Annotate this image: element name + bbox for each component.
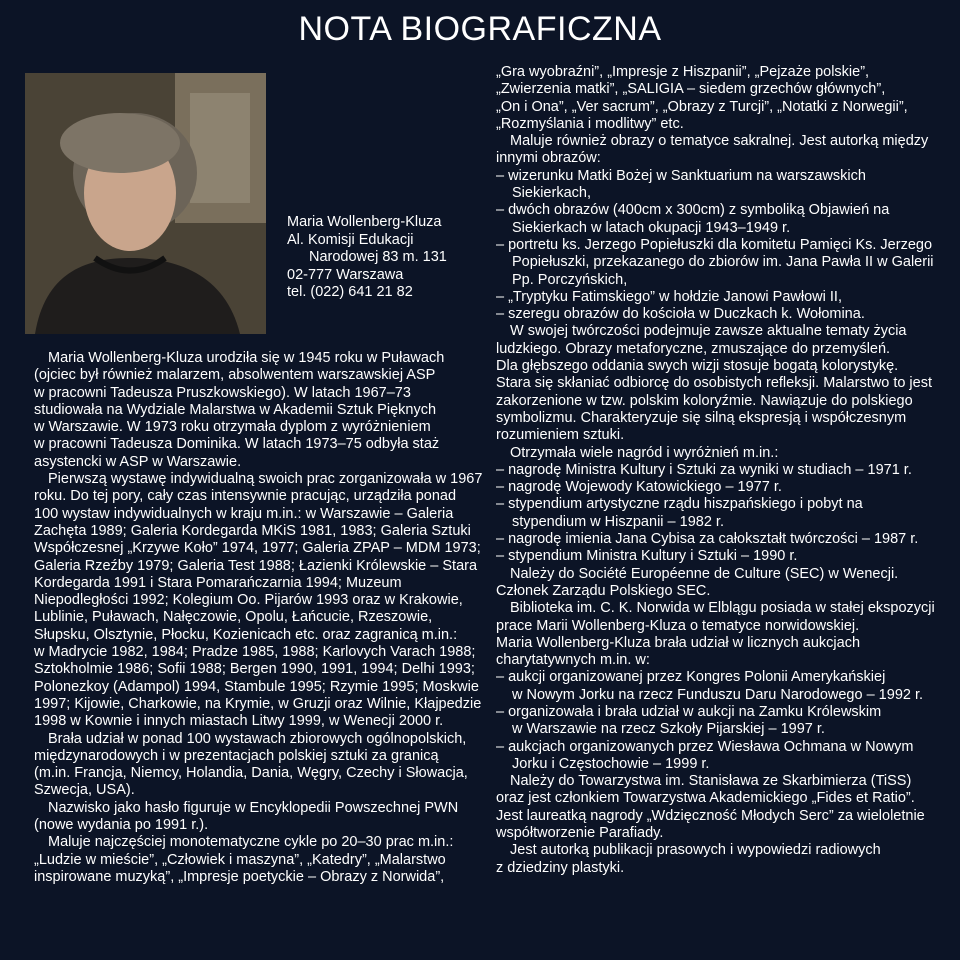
text-line: Sztokholmie 1986; Sofii 1988; Bergen 1990, 1991, 1994; Delhi 1993; — [34, 661, 475, 678]
text-line: innymi obrazów: — [496, 150, 601, 167]
text-line: Jorku i Częstochowie – 1999 r. — [512, 755, 710, 772]
text-line: 100 wystaw indywidualnych w kraju m.in.: w Warszawie – Galeria — [34, 505, 454, 522]
text-line: „On i Ona”, „Ver sacrum”, „Obrazy z Turcji”, „Notatki z Norwegii”, — [496, 98, 908, 115]
text-line: stypendium w Hiszpanii – 1982 r. — [512, 513, 724, 530]
text-line: z dziedziny plastyki. — [496, 859, 625, 876]
text-line: Biblioteka im. C. K. Norwida w Elblągu posiada w stałej ekspozycji — [510, 600, 935, 617]
text-line: – nagrodę imienia Jana Cybisa za całokształt twórczości – 1987 r. — [496, 531, 919, 548]
text-line: w Warszawie na rzecz Szkoły Pijarskiej – 1997 r. — [512, 721, 825, 738]
text-line: „Zwierzenia matki”, „SALIGIA – siedem grzechów głównych”, — [496, 81, 886, 98]
text-line: prace Marii Wollenberg-Kluza o tematyce norwidowskiej. — [496, 617, 860, 634]
text-line: „Ludzie w mieście”, „Człowiek i maszyna”, „Katedry”, „Malarstwo — [34, 851, 446, 868]
text-line: „Gra wyobraźni”, „Impresje z Hiszpanii”, „Pejzaże polskie”, — [496, 64, 870, 80]
biography-left-column — [34, 350, 483, 886]
text-line: w Madrycie 1982, 1984; Pradze 1985, 1988; Karlovych Varach 1988; — [34, 644, 476, 661]
text-line: charytatywnych m.in. w: — [496, 652, 650, 669]
text-line: oraz jest członkiem Towarzystwa Akademickiego „Fides et Ratio”. — [496, 790, 915, 807]
text-line: Galeria Rzeźby 1979; Galeria Test 1988; Łazienki Królewskie – Stara — [34, 557, 478, 574]
text-line: – organizowała i brała udział w aukcji na Zamku Królewskim — [496, 703, 882, 720]
text-line: Otrzymała wiele nagród i wyróżnień m.in.: — [510, 444, 779, 461]
text-line: Maluje również obrazy o tematyce sakralnej. Jest autorką między — [510, 133, 929, 150]
text-line: W swojej twórczości podejmuje zawsze aktualne tematy życia — [510, 323, 907, 340]
text-line: (nowe wydania po 1991 r.). — [34, 817, 209, 834]
text-line: – stypendium Ministra Kultury i Sztuki – 1990 r. — [496, 548, 798, 565]
text-line: Lublinie, Puławach, Nałęczowie, Opolu, Łańcucie, Rzeszowie, — [34, 609, 433, 626]
text-line: Niepodległości 1992; Kolegium Oo. Pijarów 1993 oraz w Krakowie, — [34, 592, 463, 609]
text-line: międzynarodowych i w prezentacjach polskiej sztuki za granicą — [34, 747, 439, 764]
text-line: Jest laureatką nagrody „Wdzięczność Młodych Serc” za wieloletnie — [496, 807, 925, 824]
text-line: Siekierkach w latach okupacji 1943–1949 r. — [512, 219, 791, 236]
text-line: Należy do Towarzystwa im. Stanisława ze Skarbimierza (TiSS) — [510, 773, 912, 790]
text-line: Pierwszą wystawę indywidualną swoich prac zorganizowała w 1967 — [48, 471, 483, 488]
text-line: Dla głębszego oddania swych wizji stosuje bogatą kolorystykę. — [496, 358, 899, 375]
page-title: NOTA BIOGRAFICZNA — [298, 10, 662, 48]
text-line: – „Tryptyku Fatimskiego” w hołdzie Janowi Pawłowi II, — [496, 288, 842, 305]
text-line: (m.in. Francja, Niemcy, Holandia, Dania, Węgry, Czechy i Słowacja, — [34, 765, 468, 782]
text-line: Brała udział w ponad 100 wystawach zbiorowych ogólnopolskich, — [48, 730, 467, 747]
text-line: Słupsku, Olsztynie, Płocku, Kozienicach etc. oraz zagranicą m.in.: — [34, 626, 458, 643]
text-line: ludzkiego. Obrazy metaforyczne, zmuszające do przemyśleń. — [496, 340, 891, 357]
text-line: Nazwisko jako hasło figuruje w Encyklopedii Powszechnej PWN — [48, 799, 459, 816]
contact-city: 02-777 Warszawa — [287, 266, 404, 283]
text-line: (ojciec był również malarzem, absolwentem warszawskiej ASP — [34, 367, 436, 384]
text-line: Popiełuszki, przekazanego do zbiorów im. Jana Pawła II w Galerii — [512, 254, 934, 271]
text-line: Maluje najczęściej monotematyczne cykle po 20–30 prac m.in.: — [48, 834, 454, 851]
text-line: asystencki w ASP w Warszawie. — [34, 453, 242, 470]
text-line: współtworzenie Parafiady. — [496, 825, 664, 842]
text-line: inspirowane muzyką”, „Impresje poetyckie – Obrazy z Norwida”, — [34, 868, 445, 885]
text-line: 1998 w Kownie i innych miastach Litwy 1999, w Wenecji 2000 r. — [34, 713, 444, 730]
text-line: – aukcji organizowanej przez Kongres Polonii Amerykańskiej — [496, 669, 886, 686]
text-line: Maria Wollenberg-Kluza brała udział w licznych aukcjach — [496, 634, 861, 651]
text-line: Polonezkoy (Adampol) 1994, Stambule 1995; Rzymie 1995; Moskwie — [34, 678, 479, 695]
text-line: – nagrodę Ministra Kultury i Sztuki za wyniki w studiach – 1971 r. — [496, 461, 912, 478]
text-line: – szeregu obrazów do kościoła w Duczkach k. Wołomina. — [496, 306, 865, 323]
contact-street: Al. Komisji Edukacji — [287, 231, 414, 248]
text-line: Jest autorką publikacji prasowych i wypowiedzi radiowych — [510, 842, 881, 859]
text-line: w Warszawie. W 1973 roku otrzymała dyplom z wyróżnieniem — [34, 419, 431, 436]
text-line: zakorzenione w tzw. polskim koloryźmie. Nawiązuje do polskiego — [496, 392, 913, 409]
contact-block — [287, 214, 447, 302]
text-line: Szwecja, USA). — [34, 782, 135, 799]
biography-right-column — [496, 64, 946, 877]
text-line: Pp. Porczyńskich, — [512, 271, 628, 288]
text-line: Stara się skłaniać odbiorcę do osobistych refleksji. Malarstwo to jest — [496, 375, 932, 392]
text-line: – nagrodę Wojewody Katowickiego – 1977 r. — [496, 479, 782, 496]
portrait-image — [25, 73, 266, 334]
contact-phone: tel. (022) 641 21 82 — [287, 284, 413, 300]
text-line: w pracowni Tadeusza Dominika. W latach 1973–75 odbyła staż — [34, 436, 440, 453]
text-line: Kordegarda 1991 i Stara Pomarańczarnia 1994; Muzeum — [34, 574, 402, 591]
text-line: Maria Wollenberg-Kluza urodziła się w 1945 roku w Puławach — [48, 350, 445, 366]
contact-name: Maria Wollenberg-Kluza — [287, 214, 442, 230]
text-line: roku. Do tej pory, cały czas intensywnie pracując, urządziła ponad — [34, 488, 457, 505]
text-line: Należy do Société Européenne de Culture (SEC) w Wenecji. — [510, 565, 899, 582]
text-line: Współczesnej „Krzywe Koło” 1974, 1977; Galeria ZPAP – MDM 1973; — [34, 540, 481, 557]
text-line: – portretu ks. Jerzego Popiełuszki dla komitetu Pamięci Ks. Jerzego — [496, 236, 933, 253]
text-line: 1997; Kijowie, Charkowie, na Krymie, w Gruzji oraz Wilnie, Kłajpedzie — [34, 695, 482, 712]
text-line: symbolizmu. Charakteryzuje się silną ekspresją i współczesnym — [496, 409, 907, 426]
text-line: – dwóch obrazów (400cm x 300cm) z symboliką Objawień na — [496, 202, 890, 219]
text-line: Siekierkach, — [512, 185, 591, 202]
text-line: – aukcjach organizowanych przez Wiesława Ochmana w Nowym — [496, 738, 914, 755]
text-line: w Nowym Jorku na rzecz Funduszu Daru Narodowego – 1992 r. — [512, 686, 924, 703]
text-line: rozumieniem sztuki. — [496, 427, 625, 444]
text-line: studiowała na Wydziale Malarstwa w Akademii Sztuk Pięknych — [34, 401, 437, 418]
text-line: Zachęta 1989; Galeria Kordegarda MKiS 1981, 1983; Galeria Sztuki — [34, 522, 471, 539]
contact-street-2: Narodowej 83 m. 131 — [309, 249, 447, 265]
text-line: – wizerunku Matki Bożej w Sanktuarium na warszawskich — [496, 167, 866, 184]
text-line: „Rozmyślania i modlitwy” etc. — [496, 115, 684, 132]
author-portrait — [25, 73, 266, 334]
text-line: w pracowni Tadeusza Pruszkowskiego). W latach 1967–73 — [34, 384, 411, 401]
text-line: – stypendium artystyczne rządu hiszpańskiego i pobyt na — [496, 496, 863, 513]
text-line: Członek Zarządu Polskiego SEC. — [496, 582, 711, 599]
